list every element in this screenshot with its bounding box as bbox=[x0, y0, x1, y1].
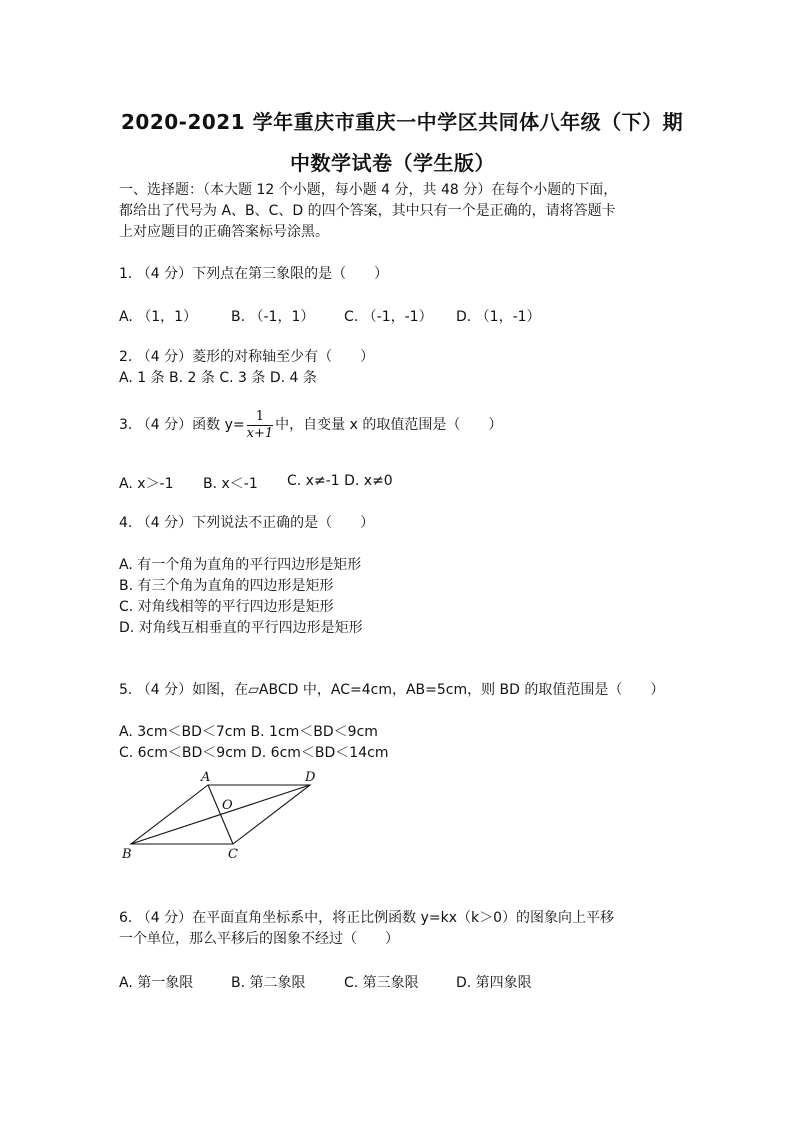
fraction-numerator: 1 bbox=[247, 409, 274, 426]
question-4-stem: 4. （4 分）下列说法不正确的是（ ） bbox=[119, 515, 375, 531]
parallelogram-figure bbox=[110, 764, 330, 864]
question-4-option-c: C. 对角线相等的平行四边形是矩形 bbox=[119, 599, 334, 615]
question-5-options-line1: A. 3cm＜BD＜7cm B. 1cm＜BD＜9cm bbox=[119, 724, 378, 740]
question-3-fraction bbox=[247, 409, 274, 442]
question-6-option-d: D. 第四象限 bbox=[456, 975, 532, 991]
page-title-line1: 2020-2021 学年重庆市重庆一中学区共同体八年级（下）期 bbox=[121, 110, 684, 134]
question-6-stem-line1: 6. （4 分）在平面直角坐标系中，将正比例函数 y=kx（k＞0）的图象向上平移 bbox=[119, 910, 615, 926]
question-2-stem: 2. （4 分）菱形的对称轴至少有（ ） bbox=[119, 349, 375, 365]
question-5-stem: 5. （4 分）如图，在▱ABCD 中，AC=4cm，AB=5cm，则 BD 的取值范围是（ ） bbox=[119, 682, 665, 698]
question-6-stem-line2: 一个单位，那么平移后的图象不经过（ ） bbox=[119, 931, 399, 947]
question-1-option-b: B. （-1，1） bbox=[231, 309, 315, 325]
question-1-option-a: A. （1，1） bbox=[119, 309, 198, 325]
question-4-option-b: B. 有三个角为直角的四边形是矩形 bbox=[119, 578, 334, 594]
question-2-options: A. 1 条 B. 2 条 C. 3 条 D. 4 条 bbox=[119, 370, 317, 386]
page-title-line2: 中数学试卷（学生版） bbox=[290, 151, 495, 175]
question-3-stem-prefix: 3. （4 分）函数 y= bbox=[119, 417, 245, 433]
question-1-option-c: C. （-1，-1） bbox=[344, 309, 433, 325]
question-3-option-a: A. x＞-1 bbox=[119, 476, 174, 492]
question-1-option-d: D. （1，-1） bbox=[456, 309, 541, 325]
question-4-option-a: A. 有一个角为直角的平行四边形是矩形 bbox=[119, 557, 362, 573]
vertex-label-d: D bbox=[305, 770, 316, 785]
section-instruction-line1: 一、选择题：（本大题 12 个小题，每小题 4 分，共 48 分）在每个小题的下面， bbox=[119, 182, 618, 198]
question-5-options-line2: C. 6cm＜BD＜9cm D. 6cm＜BD＜14cm bbox=[119, 745, 389, 761]
vertex-label-b: B bbox=[122, 847, 132, 862]
question-6-option-a: A. 第一象限 bbox=[119, 975, 194, 991]
question-3-option-b: B. x＜-1 bbox=[203, 476, 258, 492]
question-6-option-c: C. 第三象限 bbox=[344, 975, 419, 991]
section-instruction-line3: 上对应题目的正确答案标号涂黑。 bbox=[119, 224, 329, 240]
question-1-stem: 1. （4 分）下列点在第三象限的是（ ） bbox=[119, 266, 389, 282]
section-instruction-line2: 都给出了代号为 A、B、C、D 的四个答案，其中只有一个是正确的，请将答题卡 bbox=[119, 203, 616, 219]
question-6-option-b: B. 第二象限 bbox=[231, 975, 306, 991]
question-3-option-cd: C. x≠-1 D. x≠0 bbox=[287, 473, 393, 489]
question-3-stem bbox=[119, 409, 502, 442]
question-4-option-d: D. 对角线互相垂直的平行四边形是矩形 bbox=[119, 620, 363, 636]
diagonal-bd bbox=[131, 785, 310, 844]
vertex-label-a: A bbox=[201, 770, 211, 785]
question-3-stem-suffix: 中，自变量 x 的取值范围是（ ） bbox=[275, 417, 503, 433]
fraction-denominator: x+1 bbox=[246, 426, 274, 441]
center-label-o: O bbox=[222, 798, 233, 813]
vertex-label-c: C bbox=[228, 847, 238, 862]
